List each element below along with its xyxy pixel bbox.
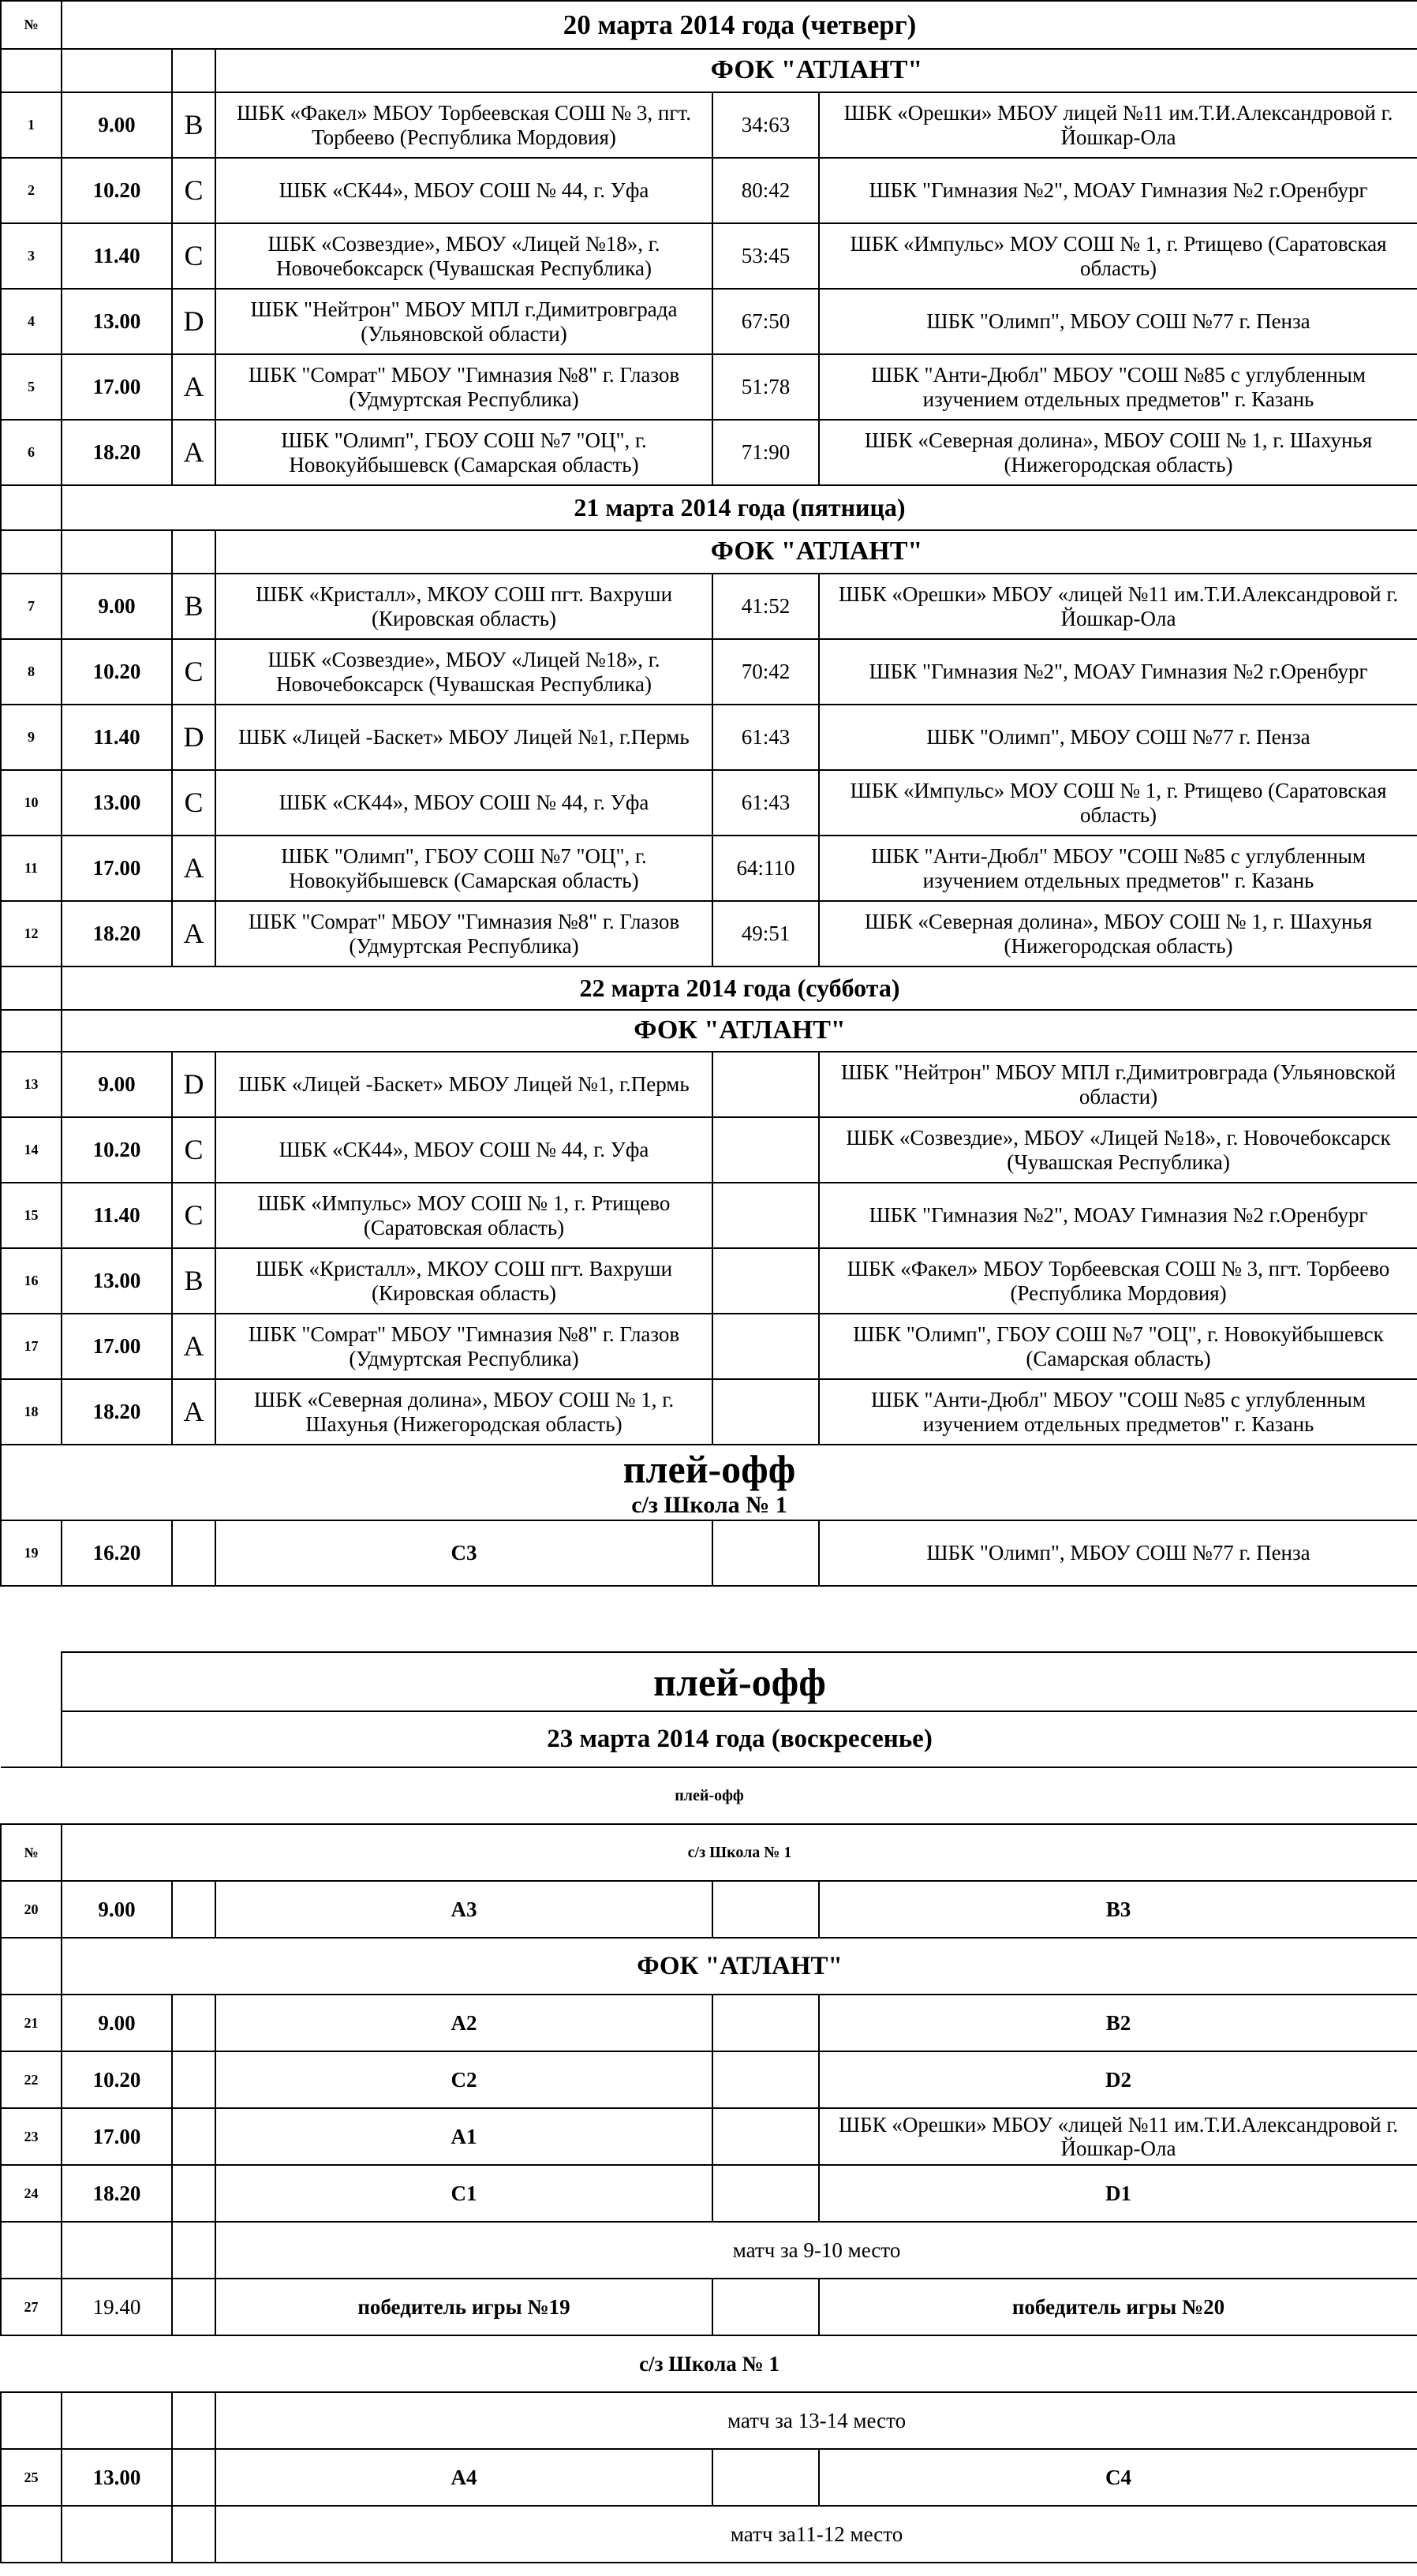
game-group: B <box>172 92 215 158</box>
home-team: ШБК "Олимп", ГБОУ СОШ №7 "ОЦ", г. Новокуйбышевск (Самарская область) <box>215 836 712 901</box>
venue-title: ФОК "АТЛАНТ" <box>62 1938 1417 1995</box>
game-time: 11.40 <box>62 705 172 770</box>
game-score: 53:45 <box>712 223 819 289</box>
game-number: 4 <box>1 289 62 354</box>
venue-title: с/з Школа № 1 <box>1 2335 1417 2392</box>
away-team: ШБК "Анти-Дюбл" МБОУ "СОШ №85 с углубленным изучением отдельных предметов" г. Казань <box>819 1379 1417 1445</box>
venue-title: ФОК "АТЛАНТ" <box>215 49 1417 92</box>
venue-title: ФОК "АТЛАНТ" <box>215 530 1417 574</box>
game-group: C <box>172 639 215 705</box>
game-group: A <box>172 1314 215 1379</box>
table-row <box>1 1995 1417 2051</box>
table-row <box>1 2279 1417 2335</box>
game-number: 2 <box>1 158 62 223</box>
game-group: C <box>172 1183 215 1248</box>
table-row <box>1 574 1417 639</box>
table-row <box>1 901 1417 966</box>
game-number: 11 <box>1 836 62 901</box>
home-team: ШБК "Олимп", ГБОУ СОШ №7 "ОЦ", г. Новокуйбышевск (Самарская область) <box>215 420 712 485</box>
home-team: ШБК "Сомрат" МБОУ "Гимназия №8" г. Глазов (Удмуртская Республика) <box>215 1314 712 1379</box>
game-group <box>172 1520 215 1586</box>
home-team: ШБК «Лицей -Баскет» МБОУ Лицей №1, г.Пермь <box>215 705 712 770</box>
table-row <box>1 289 1417 354</box>
game-score <box>712 1117 819 1183</box>
game-number: 25 <box>1 2449 62 2506</box>
day-title: 21 марта 2014 года (пятница) <box>62 485 1417 530</box>
home-team: С3 <box>215 1520 712 1586</box>
table-row <box>1 1379 1417 1445</box>
game-time: 10.20 <box>62 158 172 223</box>
game-time: 18.20 <box>62 1379 172 1445</box>
table-row <box>1 1248 1417 1314</box>
game-number: 20 <box>1 1881 62 1938</box>
table-row <box>1 158 1417 223</box>
home-team: А3 <box>215 1881 712 1938</box>
away-team: ШБК «Импульс» МОУ СОШ № 1, г. Ртищево (Саратовская область) <box>819 770 1417 836</box>
schedule-table-playoff <box>0 1651 1417 2563</box>
game-group: B <box>172 1248 215 1314</box>
table-row <box>1 2051 1417 2108</box>
game-score: 34:63 <box>712 92 819 158</box>
game-score <box>712 1314 819 1379</box>
away-team: ШБК «Северная долина», МБОУ СОШ № 1, г. Шахунья (Нижегородская область) <box>819 901 1417 966</box>
away-team: ШБК "Гимназия №2", МОАУ Гимназия №2 г.Оренбург <box>819 158 1417 223</box>
game-group: A <box>172 901 215 966</box>
away-team: В3 <box>819 1881 1417 1938</box>
game-score <box>712 1248 819 1314</box>
game-time: 11.40 <box>62 1183 172 1248</box>
table-row <box>1 1117 1417 1183</box>
game-score: 61:43 <box>712 770 819 836</box>
day-title: 23 марта 2014 года (воскресенье) <box>62 1711 1417 1767</box>
game-time: 9.00 <box>62 1995 172 2051</box>
table-row <box>1 639 1417 705</box>
game-time: 16.20 <box>62 1520 172 1586</box>
number-header: № <box>1 1 62 49</box>
venue-title: ФОК "АТЛАНТ" <box>62 1010 1417 1052</box>
game-time: 9.00 <box>62 574 172 639</box>
game-time: 13.00 <box>62 2449 172 2506</box>
home-team: А1 <box>215 2108 712 2165</box>
game-time: 13.00 <box>62 289 172 354</box>
home-team: ШБК "Сомрат" МБОУ "Гимназия №8" г. Глазов (Удмуртская Республика) <box>215 901 712 966</box>
table-row <box>1 92 1417 158</box>
game-group: A <box>172 420 215 485</box>
game-number: 21 <box>1 1995 62 2051</box>
home-team: ШБК «Кристалл», МКОУ СОШ пгт. Вахруши (Кировская область) <box>215 1248 712 1314</box>
game-group: A <box>172 354 215 420</box>
game-score: 71:90 <box>712 420 819 485</box>
game-number: 12 <box>1 901 62 966</box>
game-group: A <box>172 1379 215 1445</box>
home-team: ШБК "Сомрат" МБОУ "Гимназия №8" г. Глазов (Удмуртская Республика) <box>215 354 712 420</box>
game-time: 10.20 <box>62 2051 172 2108</box>
game-number: 15 <box>1 1183 62 1248</box>
table-row <box>1 1183 1417 1248</box>
table-row <box>1 1881 1417 1938</box>
away-team: ШБК «Импульс» МОУ СОШ № 1, г. Ртищево (Саратовская область) <box>819 223 1417 289</box>
table-row <box>1 770 1417 836</box>
game-time: 9.00 <box>62 1052 172 1117</box>
away-team: победитель игры №20 <box>819 2279 1417 2335</box>
game-time: 17.00 <box>62 2108 172 2165</box>
day-title: 22 марта 2014 года (суббота) <box>62 966 1417 1010</box>
game-time: 17.00 <box>62 354 172 420</box>
table-row <box>1 354 1417 420</box>
game-number: 24 <box>1 2165 62 2222</box>
game-number: 13 <box>1 1052 62 1117</box>
game-number: 23 <box>1 2108 62 2165</box>
table-row <box>1 420 1417 485</box>
game-time: 9.00 <box>62 92 172 158</box>
game-group: C <box>172 223 215 289</box>
table-row <box>1 1314 1417 1379</box>
away-team: ШБК «Орешки» МБОУ лицей №11 им.Т.И.Александровой г. Йошкар-Ола <box>819 92 1417 158</box>
venue-title: с/з Школа № 1 <box>62 1824 1417 1881</box>
game-number: 1 <box>1 92 62 158</box>
away-team: ШБК «Орешки» МБОУ «лицей №11 им.Т.И.Александровой г. Йошкар-Ола <box>819 2108 1417 2165</box>
away-team: ШБК «Факел» МБОУ Торбеевская СОШ № 3, пгт. Торбеево (Республика Мордовия) <box>819 1248 1417 1314</box>
game-number: 14 <box>1 1117 62 1183</box>
game-score: 61:43 <box>712 705 819 770</box>
game-score <box>712 1379 819 1445</box>
away-team: D2 <box>819 2051 1417 2108</box>
game-group: A <box>172 836 215 901</box>
table-row <box>1 705 1417 770</box>
game-number: 27 <box>1 2279 62 2335</box>
home-team: ШБК «СК44», МБОУ СОШ № 44, г. Уфа <box>215 1117 712 1183</box>
game-time: 13.00 <box>62 1248 172 1314</box>
game-number: 9 <box>1 705 62 770</box>
game-group: C <box>172 1117 215 1183</box>
table-row <box>1 2165 1417 2222</box>
home-team: ШБК «Лицей -Баскет» МБОУ Лицей №1, г.Пермь <box>215 1052 712 1117</box>
home-team: С2 <box>215 2051 712 2108</box>
away-team: ШБК "Гимназия №2", МОАУ Гимназия №2 г.Оренбург <box>819 1183 1417 1248</box>
game-time: 9.00 <box>62 1881 172 1938</box>
table-row <box>1 1052 1417 1117</box>
playoff-subtitle: плей-офф <box>1 1767 1417 1824</box>
game-score <box>712 1052 819 1117</box>
home-team: ШБК «Кристалл», МКОУ СОШ пгт. Вахруши (Кировская область) <box>215 574 712 639</box>
away-team: ШБК "Нейтрон" МБОУ МПЛ г.Димитровграда (Ульяновской области) <box>819 1052 1417 1117</box>
game-score: 67:50 <box>712 289 819 354</box>
playoff-title: плей-офф <box>62 1652 1417 1711</box>
game-number: 22 <box>1 2051 62 2108</box>
away-team: ШБК «Орешки» МБОУ «лицей №11 им.Т.И.Александровой г. Йошкар-Ола <box>819 574 1417 639</box>
game-number: 6 <box>1 420 62 485</box>
table-row <box>1 223 1417 289</box>
away-team: ШБК "Олимп", ГБОУ СОШ №7 "ОЦ", г. Новокуйбышевск (Самарская область) <box>819 1314 1417 1379</box>
game-group: D <box>172 289 215 354</box>
game-number: 17 <box>1 1314 62 1379</box>
game-score: 41:52 <box>712 574 819 639</box>
game-number: 16 <box>1 1248 62 1314</box>
game-score: 51:78 <box>712 354 819 420</box>
game-number: 10 <box>1 770 62 836</box>
home-team: ШБК «Импульс» МОУ СОШ № 1, г. Ртищево (Саратовская область) <box>215 1183 712 1248</box>
home-team: победитель игры №19 <box>215 2279 712 2335</box>
game-score: 49:51 <box>712 901 819 966</box>
match-label: матч за 9-10 место <box>215 2222 1417 2279</box>
home-team: ШБК «Факел» МБОУ Торбеевская СОШ № 3, пгт. Торбеево (Республика Мордовия) <box>215 92 712 158</box>
game-time: 18.20 <box>62 420 172 485</box>
game-time: 10.20 <box>62 639 172 705</box>
game-group: C <box>172 158 215 223</box>
game-group: D <box>172 1052 215 1117</box>
away-team: ШБК "Гимназия №2", МОАУ Гимназия №2 г.Оренбург <box>819 639 1417 705</box>
away-team: ШБК "Анти-Дюбл" МБОУ "СОШ №85 с углубленным изучением отдельных предметов" г. Казань <box>819 354 1417 420</box>
away-team: ШБК «Созвездие», МБОУ «Лицей №18», г. Новочебоксарск (Чувашская Республика) <box>819 1117 1417 1183</box>
home-team: С1 <box>215 2165 712 2222</box>
game-number: 19 <box>1 1520 62 1586</box>
game-group: D <box>172 705 215 770</box>
away-team: ШБК "Олимп", МБОУ СОШ №77 г. Пенза <box>819 705 1417 770</box>
table-row <box>1 2449 1417 2506</box>
table-row <box>1 1520 1417 1586</box>
game-time: 10.20 <box>62 1117 172 1183</box>
game-group: B <box>172 574 215 639</box>
away-team: ШБК "Олимп", МБОУ СОШ №77 г. Пенза <box>819 289 1417 354</box>
game-score: 70:42 <box>712 639 819 705</box>
game-time: 18.20 <box>62 901 172 966</box>
table-row <box>1 836 1417 901</box>
game-number: 18 <box>1 1379 62 1445</box>
game-score: 64:110 <box>712 836 819 901</box>
home-team: ШБК «СК44», МБОУ СОШ № 44, г. Уфа <box>215 770 712 836</box>
game-time: 18.20 <box>62 2165 172 2222</box>
match-label: матч за 13-14 место <box>215 2392 1417 2449</box>
home-team: ШБК «Созвездие», МБОУ «Лицей №18», г. Новочебоксарск (Чувашская Республика) <box>215 223 712 289</box>
playoff-venue: с/з Школа № 1 <box>1 1492 1417 1520</box>
game-number: 3 <box>1 223 62 289</box>
game-group: C <box>172 770 215 836</box>
game-time: 17.00 <box>62 1314 172 1379</box>
home-team: ШБК "Нейтрон" МБОУ МПЛ г.Димитровграда (Ульяновской области) <box>215 289 712 354</box>
game-number: 7 <box>1 574 62 639</box>
away-team: ШБК "Олимп", МБОУ СОШ №77 г. Пенза <box>819 1520 1417 1586</box>
game-score <box>712 1183 819 1248</box>
game-time: 17.00 <box>62 836 172 901</box>
home-team: А4 <box>215 2449 712 2506</box>
home-team: ШБК «Северная долина», МБОУ СОШ № 1, г. Шахунья (Нижегородская область) <box>215 1379 712 1445</box>
game-score <box>712 1520 819 1586</box>
day-title: 20 марта 2014 года (четверг) <box>62 1 1417 49</box>
game-score: 80:42 <box>712 158 819 223</box>
match-label: матч за11-12 место <box>215 2506 1417 2563</box>
number-header: № <box>1 1824 62 1881</box>
away-team: ШБК «Северная долина», МБОУ СОШ № 1, г. Шахунья (Нижегородская область) <box>819 420 1417 485</box>
game-time: 13.00 <box>62 770 172 836</box>
home-team: ШБК «Созвездие», МБОУ «Лицей №18», г. Новочебоксарск (Чувашская Республика) <box>215 639 712 705</box>
home-team: ШБК «СК44», МБОУ СОШ № 44, г. Уфа <box>215 158 712 223</box>
home-team: А2 <box>215 1995 712 2051</box>
away-team: D1 <box>819 2165 1417 2222</box>
away-team: ШБК "Анти-Дюбл" МБОУ "СОШ №85 с углубленным изучением отдельных предметов" г. Казань <box>819 836 1417 901</box>
away-team: С4 <box>819 2449 1417 2506</box>
table-row <box>1 2108 1417 2165</box>
game-time: 19.40 <box>62 2279 172 2335</box>
playoff-title: плей-офф <box>1 1445 1417 1492</box>
game-number: 8 <box>1 639 62 705</box>
game-time: 11.40 <box>62 223 172 289</box>
game-number: 5 <box>1 354 62 420</box>
away-team: В2 <box>819 1995 1417 2051</box>
